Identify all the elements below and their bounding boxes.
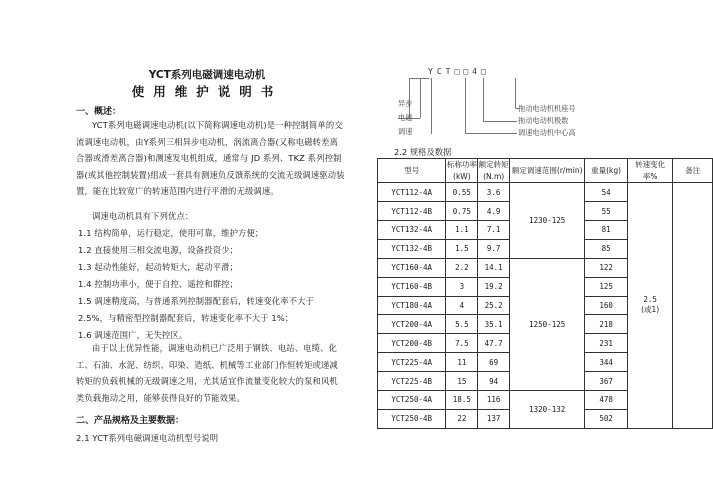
cell-remarks bbox=[673, 183, 713, 429]
cell-torque: 3.6 bbox=[478, 183, 510, 202]
cell-power: 4 bbox=[446, 296, 478, 315]
cell-weight: 85 bbox=[585, 239, 628, 258]
col-header-model: 型号 bbox=[378, 159, 446, 183]
cell-model: YCT180-4A bbox=[378, 296, 446, 315]
cell-torque: 14.1 bbox=[478, 258, 510, 277]
advantage-item: 1.3 起动性能好，起动转矩大，起动平滑； bbox=[78, 262, 239, 272]
code-label-center-height: 调速电动机中心高 bbox=[518, 128, 576, 137]
cell-power: 0.75 bbox=[446, 202, 478, 221]
cell-torque: 116 bbox=[478, 390, 510, 409]
advantages-intro: 调速电动机具有下列优点： bbox=[92, 211, 194, 221]
col-header-weight: 重量(kg) bbox=[585, 159, 628, 183]
code-label-speed: 调速 bbox=[398, 127, 413, 136]
cell-model: YCT200-4B bbox=[378, 334, 446, 353]
col-header-rate: 转速变化率% bbox=[627, 159, 673, 183]
section-2-1-heading: 2.1 YCT系列电磁调速电动机型号说明 bbox=[76, 433, 219, 443]
col-header-speed-range: 额定调速范围(r/min) bbox=[510, 159, 585, 183]
cell-power: 2.2 bbox=[446, 258, 478, 277]
col-header-power: 标称功率(kW) bbox=[446, 159, 478, 183]
cell-model: YCT250-4B bbox=[378, 409, 446, 428]
section-2-heading: 二、产品规格及主要数据： bbox=[76, 416, 185, 426]
cell-weight: 478 bbox=[585, 390, 628, 409]
cell-model: YCT225-4A bbox=[378, 353, 446, 372]
cell-weight: 502 bbox=[585, 409, 628, 428]
advantage-item: 1.5 调速精度高，与普通系列控制器配套后，转速变化率不大于 bbox=[78, 296, 315, 306]
cell-model: YCT132-4A bbox=[378, 220, 446, 239]
cell-power: 1.1 bbox=[446, 220, 478, 239]
cell-power: 1.5 bbox=[446, 239, 478, 258]
table-header-row bbox=[378, 159, 713, 183]
cell-speed-range: 1320-132 bbox=[510, 390, 585, 428]
code-label-electromagnetic: 电磁 bbox=[398, 113, 413, 122]
cell-torque: 4.9 bbox=[478, 202, 510, 221]
cell-power: 22 bbox=[446, 409, 478, 428]
cell-power: 11 bbox=[446, 353, 478, 372]
cell-power: 0.55 bbox=[446, 183, 478, 202]
cell-weight: 125 bbox=[585, 277, 628, 296]
cell-model: YCT225-4B bbox=[378, 372, 446, 391]
cell-torque: 137 bbox=[478, 409, 510, 428]
cell-weight: 160 bbox=[585, 296, 628, 315]
code-label-poles: 拖动电动机极数 bbox=[518, 116, 569, 125]
cell-weight: 54 bbox=[585, 183, 628, 202]
cell-speed-range: 1250-125 bbox=[510, 258, 585, 390]
section-1-paragraph-2: 由于以上优异性能，调速电动机已广泛用于钢铁、电站、电缆、化工、石油、水泥、纺织、印染、造纸、机械等工业部门作恒转矩或递减转矩的负载机械的无级调速之用，尤其适宜作流量变化较大的泵和风机类负载拖动之用，能够获得良好的节能效果。 bbox=[76, 343, 338, 403]
cell-model: YCT112-4A bbox=[378, 183, 446, 202]
cell-torque: 47.7 bbox=[478, 334, 510, 353]
cell-model: YCT132-4B bbox=[378, 239, 446, 258]
cell-weight: 81 bbox=[585, 220, 628, 239]
advantage-item: 2.5%，与精密型控制器配套后，转速变化率不大于 1%； bbox=[78, 313, 294, 323]
cell-weight: 218 bbox=[585, 315, 628, 334]
rate-alt: (或1) bbox=[641, 305, 660, 315]
cell-model: YCT160-4B bbox=[378, 277, 446, 296]
cell-model: YCT160-4A bbox=[378, 258, 446, 277]
cell-torque: 19.2 bbox=[478, 277, 510, 296]
cell-torque: 9.7 bbox=[478, 239, 510, 258]
cell-model: YCT200-4A bbox=[378, 315, 446, 334]
section-1-paragraph-1: YCT系列电磁调速电动机(以下简称调速电动机)是一种控制简单的交流调速电动机，由Y系列三相异步电动机，涡流离合器(又称电磁转差离合器或滑差离合器)和测速发电机组成，通常与 JD 系列、TKZ 系列控制器(或其他控制装置)组成一套具有测速负反馈系统的交流无级调速驱动装置，能在比较宽广的转速范围内进行平滑的无级调速。 bbox=[76, 120, 345, 197]
model-code-diagram bbox=[398, 64, 618, 144]
cell-torque: 94 bbox=[478, 372, 510, 391]
cell-weight: 231 bbox=[585, 334, 628, 353]
cell-power: 3 bbox=[446, 277, 478, 296]
cell-model: YCT250-4A bbox=[378, 390, 446, 409]
advantage-item: 1.1 结构简单，运行稳定，使用可靠，维护方便； bbox=[78, 228, 264, 238]
cell-power: 7.5 bbox=[446, 334, 478, 353]
cell-torque: 25.2 bbox=[478, 296, 510, 315]
cell-weight: 122 bbox=[585, 258, 628, 277]
advantage-item: 1.2 直接使用三相交流电源，设备投资少； bbox=[78, 245, 239, 255]
cell-torque: 7.1 bbox=[478, 220, 510, 239]
code-label-async: 异步 bbox=[398, 99, 413, 108]
cell-weight: 55 bbox=[585, 202, 628, 221]
cell-power: 15 bbox=[446, 372, 478, 391]
document-subtitle: YCT系列电磁调速电动机 bbox=[148, 69, 266, 81]
section-1-heading: 一、概述： bbox=[76, 107, 122, 117]
document-title: 使用维护说明书 bbox=[131, 84, 283, 99]
table-row bbox=[378, 183, 713, 202]
advantage-item: 1.4 控制功率小，便于自控、遥控和群控； bbox=[78, 279, 239, 289]
cell-torque: 35.1 bbox=[478, 315, 510, 334]
cell-power: 18.5 bbox=[446, 390, 478, 409]
advantage-item: 1.6 调速范围广，无失控区。 bbox=[78, 330, 188, 340]
cell-weight: 344 bbox=[585, 353, 628, 372]
cell-model: YCT112-4B bbox=[378, 202, 446, 221]
cell-power: 5.5 bbox=[446, 315, 478, 334]
col-header-remarks: 备注 bbox=[673, 159, 713, 183]
code-label-frame: 拖动电动机机座号 bbox=[518, 104, 576, 113]
cell-rate bbox=[627, 183, 673, 429]
specs-table bbox=[377, 158, 713, 429]
section-2-2-heading: 2.2 规格及数据 bbox=[394, 147, 452, 157]
rate-value: 2.5 bbox=[643, 295, 657, 305]
col-header-torque: 额定转矩(N.m) bbox=[478, 159, 510, 183]
cell-weight: 367 bbox=[585, 372, 628, 391]
cell-speed-range: 1230-125 bbox=[510, 183, 585, 259]
model-code: YCT□□4□ bbox=[428, 67, 490, 76]
cell-torque: 69 bbox=[478, 353, 510, 372]
